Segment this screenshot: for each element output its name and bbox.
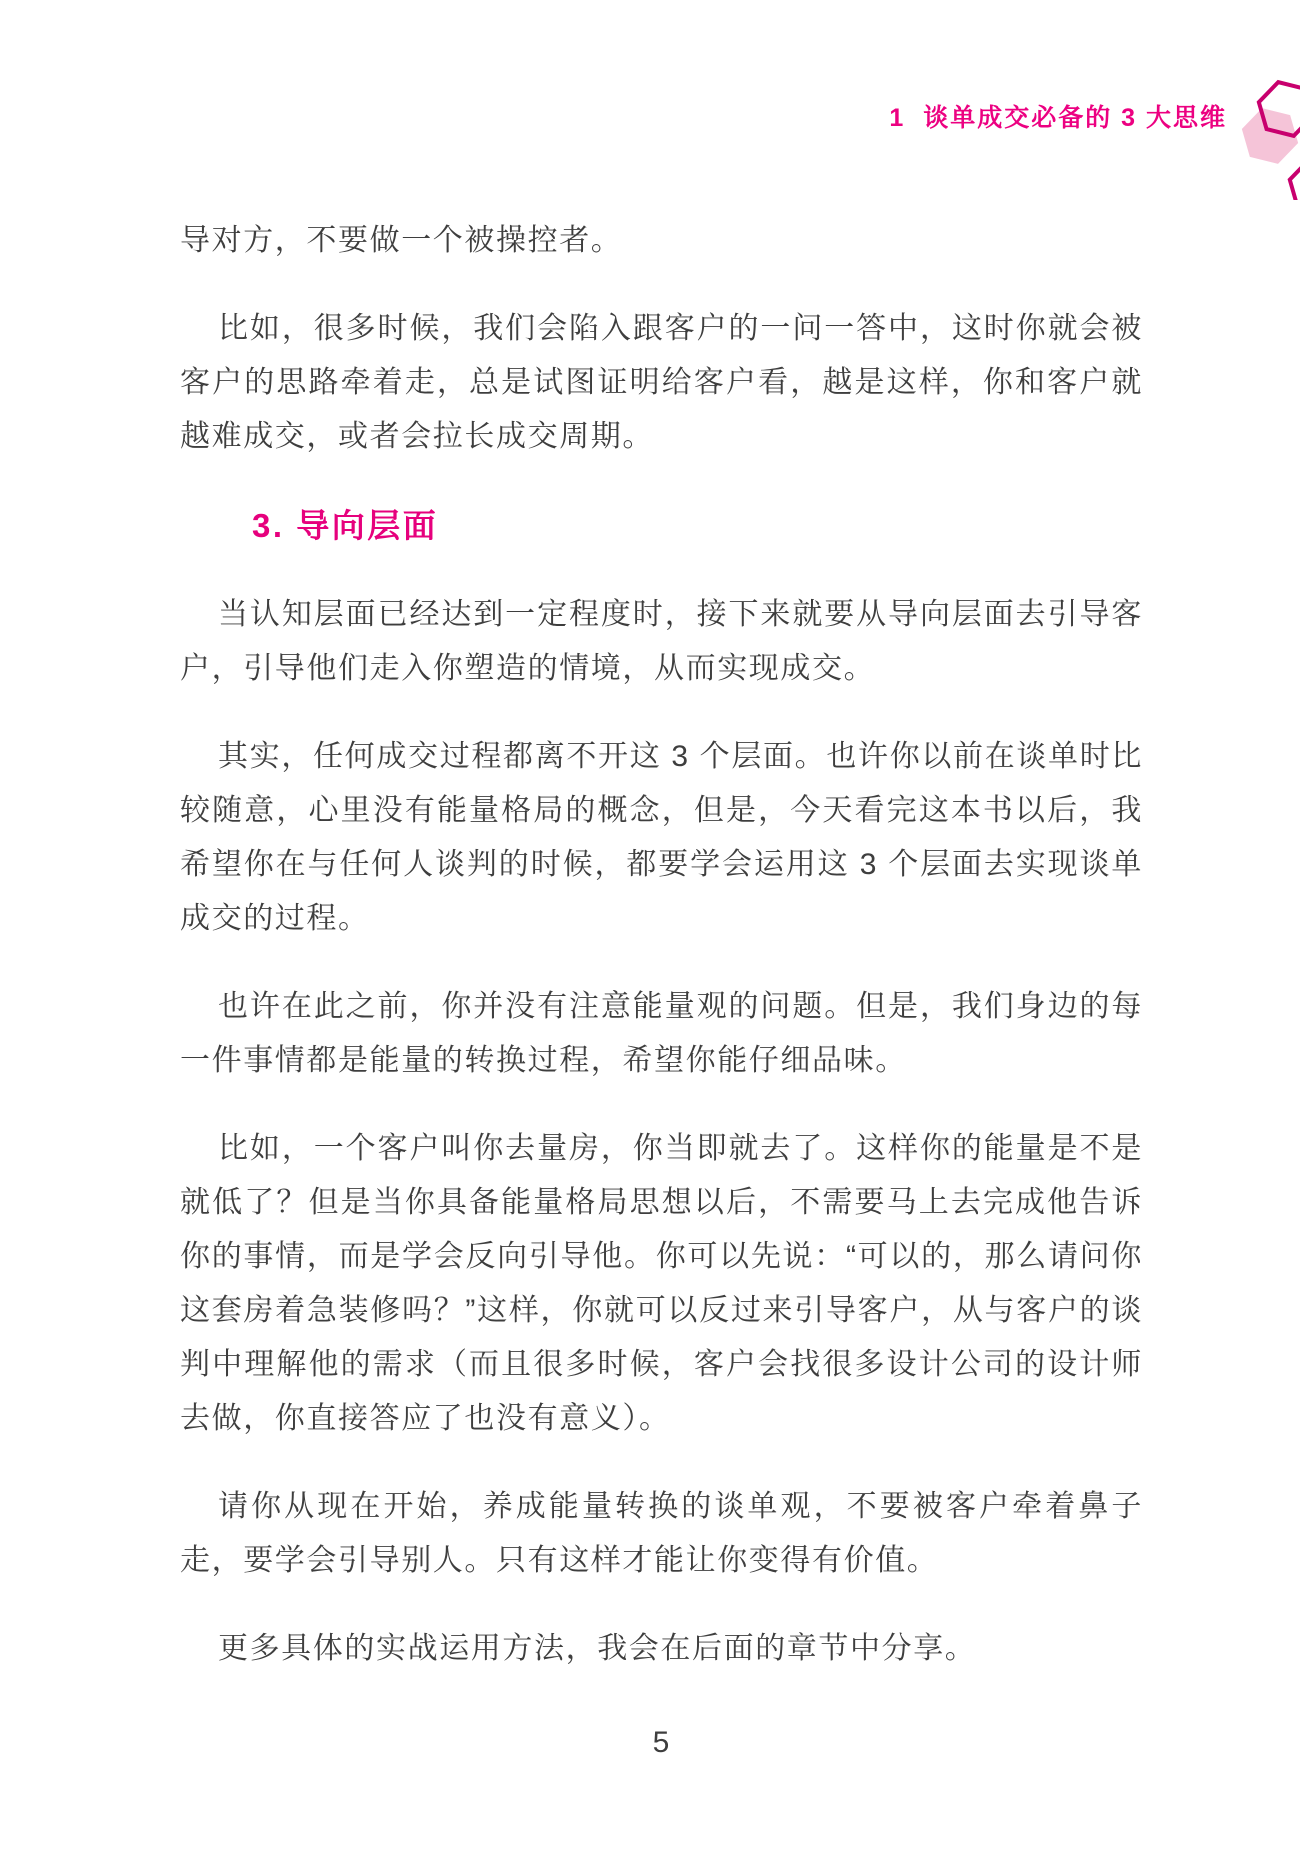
hexagon-logo-icon bbox=[1228, 60, 1300, 200]
body-paragraph: 比如，很多时候，我们会陷入跟客户的一问一答中，这时你就会被客户的思路牵着走，总是试图证明给客户看，越是这样，你和客户就越难成交，或者会拉长成交周期。 bbox=[180, 312, 1143, 453]
section-heading: 3. 导向层面 bbox=[252, 507, 439, 544]
body-paragraph: 其实，任何成交过程都离不开这 3 个层面。也许你以前在谈单时比较随意，心里没有能量格局的概念，但是，今天看完这本书以后，我希望你在与任何人谈判的时候，都要学会运用这 3 个层面去实现谈单成交的过程。 bbox=[180, 740, 1143, 935]
body-paragraph: 当认知层面已经达到一定程度时，接下来就要从导向层面去引导客户，引导他们走入你塑造的情境，从而实现成交。 bbox=[180, 598, 1143, 685]
body-paragraph: 也许在此之前，你并没有注意能量观的问题。但是，我们身边的每一件事情都是能量的转换过程，希望你能仔细品味。 bbox=[180, 990, 1143, 1077]
page-number: 5 bbox=[652, 1726, 671, 1759]
body-paragraph: 请你从现在开始，养成能量转换的谈单观，不要被客户牵着鼻子走，要学会引导别人。只有这样才能让你变得有价值。 bbox=[180, 1490, 1143, 1577]
body-paragraph: 导对方，不要做一个被操控者。 bbox=[180, 224, 623, 257]
body-paragraph: 比如，一个客户叫你去量房，你当即就去了。这样你的能量是不是就低了？但是当你具备能量格局思想以后，不需要马上去完成他告诉你的事情，而是学会反向引导他。你可以先说：“可以的，那么请问你这套房着急装修吗？”这样，你就可以反过来引导客户，从与客户的谈判中理解他的需求（而且很多时候，客户会找很多设计公司的设计师去做，你直接答应了也没有意义）。 bbox=[180, 1132, 1143, 1435]
body-text bbox=[180, 214, 1143, 1710]
chapter-header: 1 谈单成交必备的 3 大思维 bbox=[889, 104, 1227, 132]
body-paragraph: 更多具体的实战运用方法，我会在后面的章节中分享。 bbox=[218, 1632, 977, 1665]
